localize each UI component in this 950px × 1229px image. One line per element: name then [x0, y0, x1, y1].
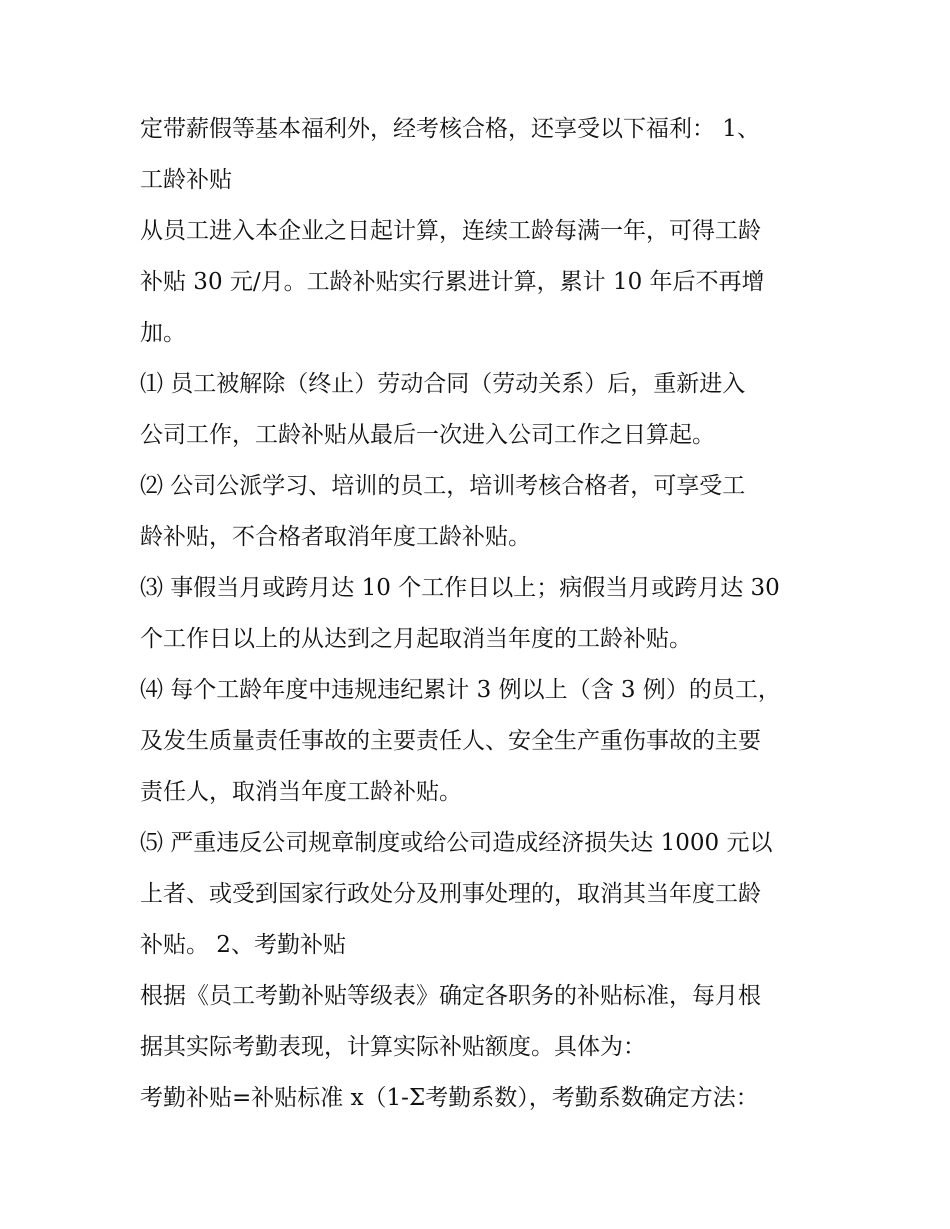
text-line: 考勤补贴=补贴标准 x（1-Σ考勤系数），考勤系数确定方法：	[140, 1085, 759, 1111]
text-line: 公司工作，工龄补贴从最后一次进入公司工作之日算起。	[140, 422, 715, 448]
text-line: 责任人，取消当年度工龄补贴。	[140, 779, 462, 805]
text-line: 龄补贴，不合格者取消年度工龄补贴。	[140, 524, 531, 550]
text-line: 从员工进入本企业之日起计算，连续工龄每满一年，可得工龄	[140, 218, 761, 244]
text-line: ⑸ 严重违反公司规章制度或给公司造成经济损失达 1000 元以	[140, 830, 773, 856]
text-line: ⑴ 员工被解除（终止）劳动合同（劳动关系）后，重新进入	[140, 371, 746, 397]
text-line: ⑶ 事假当月或跨月达 10 个工作日以上；病假当月或跨月达 30	[140, 575, 780, 601]
text-line: 工龄补贴	[140, 167, 232, 193]
text-line: 定带薪假等基本福利外，经考核合格，还享受以下福利： 1、	[140, 116, 760, 142]
text-line: ⑷ 每个工龄年度中违规违纪累计 3 例以上（含 3 例）的员工，	[140, 677, 781, 703]
text-line: 加。	[140, 320, 186, 346]
text-line: 据其实际考勤表现，计算实际补贴额度。具体为：	[140, 1034, 646, 1060]
text-line: 个工作日以上的从达到之月起取消当年度的工龄补贴。	[140, 626, 692, 652]
text-line: 及发生质量责任事故的主要责任人、安全生产重伤事故的主要	[140, 728, 761, 754]
text-line: 补贴。 2、考勤补贴	[140, 932, 346, 958]
text-line: 补贴 30 元/月。工龄补贴实行累进计算，累计 10 年后不再增	[140, 269, 765, 295]
text-line: 上者、或受到国家行政处分及刑事处理的，取消其当年度工龄	[140, 881, 761, 907]
document-body	[140, 104, 820, 1124]
text-line: 根据《员工考勤补贴等级表》确定各职务的补贴标准，每月根	[140, 983, 761, 1009]
text-line: ⑵ 公司公派学习、培训的员工，培训考核合格者，可享受工	[140, 473, 746, 499]
